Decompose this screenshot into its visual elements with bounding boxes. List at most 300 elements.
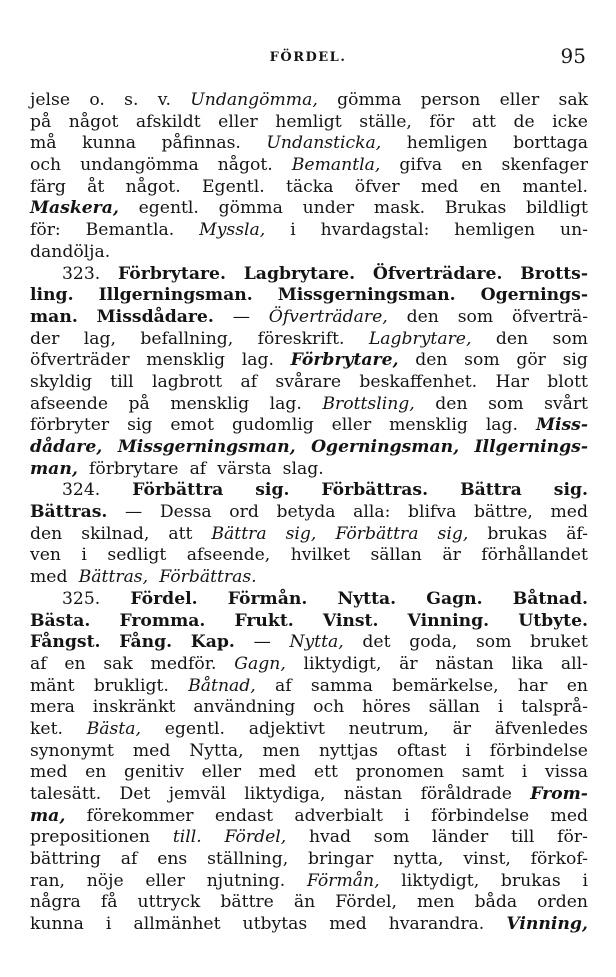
word: Förbrytare. bbox=[118, 263, 226, 284]
word: Förmån, bbox=[306, 870, 380, 891]
word: endast bbox=[214, 805, 274, 826]
word: med bbox=[329, 914, 367, 935]
word: sig bbox=[127, 415, 153, 436]
word: egentl. bbox=[138, 198, 199, 219]
word: i bbox=[404, 805, 410, 826]
body-text bbox=[30, 90, 588, 936]
word: med bbox=[132, 740, 171, 761]
text-line bbox=[30, 350, 588, 372]
word: en bbox=[566, 675, 588, 696]
word: der bbox=[30, 328, 60, 349]
word: nyttjas bbox=[318, 740, 378, 761]
word: eller bbox=[499, 90, 540, 110]
text-line bbox=[30, 524, 588, 546]
word: Illgerningsman. bbox=[98, 285, 253, 306]
word: Bättra bbox=[460, 480, 522, 501]
word: utbytas bbox=[242, 914, 308, 935]
word: Har bbox=[495, 371, 529, 392]
word: gör bbox=[516, 350, 546, 371]
text-line bbox=[30, 307, 588, 329]
word: att bbox=[168, 523, 193, 544]
word: Nytta. bbox=[337, 588, 397, 609]
word: eller bbox=[201, 762, 242, 783]
word: i bbox=[290, 220, 296, 241]
word: svårare bbox=[275, 371, 342, 392]
word: nästan bbox=[435, 653, 494, 674]
word: som bbox=[488, 393, 524, 414]
text-line bbox=[30, 415, 588, 437]
word: Förmån. bbox=[227, 588, 308, 609]
word: ma, bbox=[30, 805, 66, 826]
word: den bbox=[415, 350, 448, 371]
word: förbindelse bbox=[431, 805, 530, 826]
word: Gagn. bbox=[426, 588, 483, 609]
word: eller bbox=[218, 111, 258, 132]
word: Öfverträdare, bbox=[268, 306, 388, 327]
word: är bbox=[452, 718, 472, 739]
word: Dessa bbox=[159, 502, 212, 523]
word: bruket bbox=[530, 632, 588, 653]
text-line bbox=[30, 437, 588, 459]
word: båda bbox=[474, 892, 518, 913]
word: är bbox=[399, 653, 418, 674]
word: mensklig bbox=[170, 393, 250, 414]
word: Egentl. bbox=[202, 176, 265, 197]
text-line bbox=[30, 914, 588, 936]
word: man, bbox=[30, 458, 78, 479]
word: synonymt bbox=[30, 740, 114, 761]
word: bildligt bbox=[526, 198, 588, 219]
word: goda, bbox=[409, 632, 458, 653]
word: med bbox=[30, 567, 68, 588]
word: i bbox=[105, 914, 112, 935]
word: gifva bbox=[399, 155, 443, 176]
word: Förbättra bbox=[132, 480, 224, 501]
word: nästan bbox=[343, 784, 403, 804]
word: mänt bbox=[30, 675, 75, 696]
text-line bbox=[30, 90, 588, 112]
text-line bbox=[30, 329, 588, 351]
word: kunna bbox=[82, 133, 136, 154]
word: Lagbrytare. bbox=[243, 263, 356, 284]
text-line bbox=[30, 133, 588, 155]
word: sig, bbox=[285, 523, 317, 544]
word: föreskrift. bbox=[257, 328, 345, 349]
word: eller bbox=[145, 870, 185, 891]
word: hemligen bbox=[406, 133, 488, 154]
word: sig bbox=[562, 350, 588, 371]
page-number: 95 bbox=[560, 44, 586, 68]
word: till bbox=[511, 827, 535, 848]
word: få bbox=[100, 892, 118, 913]
word: nöje bbox=[86, 870, 124, 891]
word: samma bbox=[310, 675, 373, 696]
running-head: FÖRDEL. bbox=[269, 50, 347, 65]
word: men bbox=[262, 740, 301, 761]
word: Fördel, bbox=[224, 827, 287, 848]
word: adverbialt bbox=[294, 805, 383, 826]
word: skyldig bbox=[30, 371, 92, 392]
word: med bbox=[550, 805, 588, 826]
word: sällan bbox=[428, 697, 480, 718]
word: Missdådare. bbox=[96, 306, 214, 327]
word: i bbox=[497, 697, 504, 718]
word: på bbox=[128, 393, 150, 414]
word: Det bbox=[119, 784, 151, 804]
word: som bbox=[475, 632, 512, 653]
word: det bbox=[362, 632, 391, 653]
text-line bbox=[30, 806, 588, 828]
word: som bbox=[457, 306, 494, 327]
word: i bbox=[465, 740, 471, 761]
word: Nytta, bbox=[289, 632, 344, 653]
word: jemväl bbox=[168, 784, 226, 804]
word: afseende, bbox=[186, 545, 271, 566]
word: Fångst. bbox=[30, 632, 101, 653]
word: Fromma. bbox=[119, 610, 206, 631]
word: äf- bbox=[566, 523, 588, 544]
word: som bbox=[373, 827, 410, 848]
word: befallning, bbox=[140, 328, 234, 349]
word: bättre, bbox=[473, 502, 533, 523]
word: något. bbox=[125, 176, 181, 197]
text-line bbox=[30, 155, 588, 177]
word: öfverträ- bbox=[512, 306, 588, 327]
text-line bbox=[30, 892, 588, 914]
text-line bbox=[30, 827, 588, 849]
word: person bbox=[420, 90, 481, 110]
word: Vinning, bbox=[506, 914, 588, 935]
word: vissa bbox=[544, 762, 588, 783]
word: svårt bbox=[544, 393, 588, 414]
word: Utbyte. bbox=[518, 610, 588, 631]
text-line bbox=[30, 264, 588, 286]
word: och bbox=[313, 697, 345, 718]
word: medför. bbox=[150, 653, 217, 674]
word: 324. bbox=[62, 480, 101, 501]
word: — bbox=[125, 502, 143, 523]
word: är bbox=[442, 545, 461, 566]
word: gudomlig bbox=[231, 415, 314, 436]
text-line bbox=[30, 285, 588, 307]
word: ran, bbox=[30, 870, 65, 891]
word: täcka bbox=[286, 176, 334, 197]
word: brukligt. bbox=[93, 675, 169, 696]
word: orden bbox=[537, 892, 588, 913]
word: mask. bbox=[373, 198, 426, 219]
word: mensklig bbox=[146, 350, 226, 371]
page-header bbox=[30, 44, 586, 72]
word: ens bbox=[157, 849, 188, 870]
word: har bbox=[517, 675, 548, 696]
word: af bbox=[120, 849, 138, 870]
word: äfvenledes bbox=[494, 718, 588, 739]
word: all- bbox=[560, 653, 588, 674]
word: Ogerningsman, bbox=[311, 437, 460, 457]
word: lagbrott bbox=[152, 371, 223, 392]
word: allmänhet bbox=[133, 914, 221, 935]
word: en bbox=[479, 176, 501, 197]
word: förkof- bbox=[530, 849, 588, 870]
word: genitiv bbox=[124, 762, 184, 783]
word: den bbox=[495, 328, 529, 349]
word: mensklig bbox=[389, 415, 468, 436]
word: skilnad, bbox=[81, 523, 150, 544]
text-line bbox=[30, 545, 588, 567]
text-line bbox=[30, 654, 588, 676]
word: hvardagstal: bbox=[320, 220, 430, 241]
word: af bbox=[189, 458, 207, 479]
word: Förbrytare, bbox=[290, 350, 399, 371]
word: Brottsling, bbox=[322, 393, 415, 414]
word: förbindelse bbox=[489, 740, 588, 761]
word: värsta bbox=[217, 458, 272, 479]
word: brukas bbox=[487, 523, 548, 544]
word: Förbättras. bbox=[159, 567, 257, 588]
word: Bättras, bbox=[78, 567, 149, 588]
word: njutning. bbox=[206, 870, 286, 891]
word: med bbox=[550, 502, 588, 523]
word: den bbox=[406, 306, 439, 327]
word: något. bbox=[217, 155, 273, 176]
word: ställe, bbox=[359, 111, 412, 132]
word: samt bbox=[461, 762, 505, 783]
word: — bbox=[253, 632, 271, 653]
word: sällan bbox=[370, 545, 422, 566]
word: jelse bbox=[30, 90, 70, 110]
word: till bbox=[110, 371, 134, 392]
text-line bbox=[30, 784, 588, 806]
word: för: bbox=[30, 220, 61, 241]
word: Bästa. bbox=[30, 610, 91, 631]
word: sig. bbox=[255, 480, 290, 501]
text-line bbox=[30, 198, 588, 220]
text-line bbox=[30, 394, 588, 416]
word: mantel. bbox=[522, 176, 588, 197]
word: färg bbox=[30, 176, 66, 197]
word: Nytta, bbox=[189, 740, 244, 761]
word: Fördel. bbox=[130, 588, 198, 609]
word: egentl. bbox=[164, 718, 225, 739]
word: mera bbox=[30, 697, 75, 718]
word: förekommer bbox=[86, 805, 194, 826]
word: påfinnas. bbox=[161, 133, 241, 154]
word: förhållandet bbox=[481, 545, 588, 566]
word: öfver bbox=[354, 176, 400, 197]
word: Vinning. bbox=[407, 610, 490, 631]
text-line bbox=[30, 502, 588, 524]
word: oftast bbox=[396, 740, 447, 761]
word: ord bbox=[229, 502, 259, 523]
word: men bbox=[417, 892, 455, 913]
word: af bbox=[275, 675, 292, 696]
text-line bbox=[30, 632, 588, 654]
word: användning bbox=[193, 697, 296, 718]
word: åt bbox=[87, 176, 105, 197]
word: hvilket bbox=[290, 545, 350, 566]
word: ett bbox=[313, 762, 338, 783]
word: sedligt bbox=[107, 545, 167, 566]
word: höres bbox=[362, 697, 411, 718]
word: på bbox=[30, 111, 52, 132]
word: liktydigt, bbox=[401, 870, 480, 891]
text-line bbox=[30, 849, 588, 871]
word: och bbox=[30, 155, 62, 176]
word: slag. bbox=[282, 458, 324, 479]
word: Förbättra bbox=[335, 523, 419, 544]
word: borttaga bbox=[513, 133, 588, 154]
word: blott bbox=[547, 371, 588, 392]
word: dådare, bbox=[30, 437, 103, 457]
word: neutrum, bbox=[348, 718, 429, 739]
text-line bbox=[30, 762, 588, 784]
word: till. bbox=[172, 827, 202, 848]
word: beskaffenhet. bbox=[359, 371, 478, 392]
word: betyda bbox=[276, 502, 336, 523]
word: med bbox=[258, 762, 297, 783]
word: de bbox=[513, 111, 535, 132]
word: den bbox=[30, 523, 63, 544]
word: 323. bbox=[62, 263, 101, 284]
word: sak bbox=[103, 653, 133, 674]
word: Maskera, bbox=[30, 198, 119, 219]
text-line bbox=[30, 459, 588, 481]
word: Undangömma, bbox=[190, 90, 318, 110]
word: talesätt. bbox=[30, 784, 102, 804]
text-line bbox=[30, 611, 588, 633]
text-line bbox=[30, 177, 588, 199]
word: Gagn, bbox=[234, 653, 286, 674]
text-line bbox=[30, 372, 588, 394]
word: adjektivt bbox=[248, 718, 325, 739]
word: icke bbox=[552, 111, 588, 132]
word: sig, bbox=[437, 523, 469, 544]
word: nytta, bbox=[393, 849, 444, 870]
text-line bbox=[30, 697, 588, 719]
word: inskränkt bbox=[92, 697, 176, 718]
word: bringar bbox=[308, 849, 374, 870]
word: s. bbox=[124, 90, 139, 110]
word: eller bbox=[331, 415, 372, 436]
word: liktydiga, bbox=[244, 784, 326, 804]
word: ket. bbox=[30, 718, 63, 739]
word: Båtnad. bbox=[512, 588, 588, 609]
word: af bbox=[240, 371, 258, 392]
word: som bbox=[464, 350, 500, 371]
word: hemligt bbox=[275, 111, 342, 132]
word: något bbox=[68, 111, 119, 132]
word: föråldrade bbox=[420, 784, 512, 804]
word: länder bbox=[432, 827, 489, 848]
word: af bbox=[30, 653, 47, 674]
word: lag. bbox=[269, 393, 302, 414]
word: kunna bbox=[30, 914, 84, 935]
word: som bbox=[552, 328, 588, 349]
word: prepositionen bbox=[30, 827, 151, 848]
word: Öfverträdare. bbox=[372, 263, 503, 284]
word: bättring bbox=[30, 849, 101, 870]
word: må bbox=[30, 133, 57, 154]
word: emot bbox=[170, 415, 215, 436]
word: o. bbox=[89, 90, 105, 110]
word: Bättras. bbox=[30, 502, 108, 523]
word: lag. bbox=[241, 350, 274, 371]
word: öfverträder bbox=[30, 350, 130, 371]
word: förbryter bbox=[30, 415, 110, 436]
word: uttryck bbox=[137, 892, 201, 913]
word: — bbox=[232, 306, 250, 327]
word: Lagbrytare, bbox=[368, 328, 472, 349]
word: i bbox=[81, 545, 87, 566]
word: pronomen bbox=[355, 762, 445, 783]
word: Brukas bbox=[444, 198, 507, 219]
word: för bbox=[429, 111, 455, 132]
word: hvarandra. bbox=[388, 914, 485, 935]
word: afskildt bbox=[135, 111, 201, 132]
word: en bbox=[64, 653, 86, 674]
word: att bbox=[471, 111, 496, 132]
word: afseende bbox=[30, 393, 109, 414]
word: sak bbox=[558, 90, 588, 110]
word: Myssla, bbox=[199, 220, 266, 241]
word: i bbox=[582, 870, 588, 891]
word: med bbox=[30, 762, 68, 783]
word: en bbox=[85, 762, 107, 783]
word: undangömma bbox=[80, 155, 199, 176]
word: förbrytare bbox=[88, 458, 179, 479]
text-line bbox=[30, 112, 588, 134]
word: sig. bbox=[553, 480, 588, 501]
text-line bbox=[30, 871, 588, 893]
word: Ogernings- bbox=[480, 285, 588, 306]
word: lag, bbox=[83, 328, 116, 349]
word: Missgerningsman. bbox=[277, 285, 456, 306]
word: dandölja. bbox=[30, 241, 111, 262]
text-line bbox=[30, 719, 588, 741]
word: Kap. bbox=[190, 632, 235, 653]
word: un- bbox=[560, 220, 588, 241]
word: ven bbox=[30, 545, 61, 566]
word: talsprå- bbox=[521, 697, 588, 718]
word: liktydigt, bbox=[303, 653, 382, 674]
word: alla: bbox=[353, 502, 391, 523]
word: Bättra bbox=[211, 523, 267, 544]
word: Bästa, bbox=[86, 718, 141, 739]
word: Frukt. bbox=[234, 610, 294, 631]
word: Missgerningsman, bbox=[117, 437, 296, 457]
text-line bbox=[30, 589, 588, 611]
word: Illgernings- bbox=[474, 437, 588, 457]
word: Fång. bbox=[119, 632, 173, 653]
word: Fördel, bbox=[335, 892, 397, 913]
word: brukas bbox=[500, 870, 561, 891]
word: Bemantla. bbox=[85, 220, 175, 241]
word: blifva bbox=[408, 502, 457, 523]
word: än bbox=[293, 892, 316, 913]
word: 325. bbox=[62, 588, 101, 609]
text-line bbox=[30, 220, 588, 242]
word: vinst, bbox=[463, 849, 511, 870]
word: ling. bbox=[30, 285, 74, 306]
word: From- bbox=[530, 784, 588, 804]
word: en bbox=[461, 155, 483, 176]
word: Bemantla, bbox=[291, 155, 381, 176]
word: lika bbox=[511, 653, 544, 674]
word: Förbättras. bbox=[321, 480, 429, 501]
word: man. bbox=[30, 306, 78, 327]
text-line bbox=[30, 567, 588, 589]
text-line bbox=[30, 676, 588, 698]
